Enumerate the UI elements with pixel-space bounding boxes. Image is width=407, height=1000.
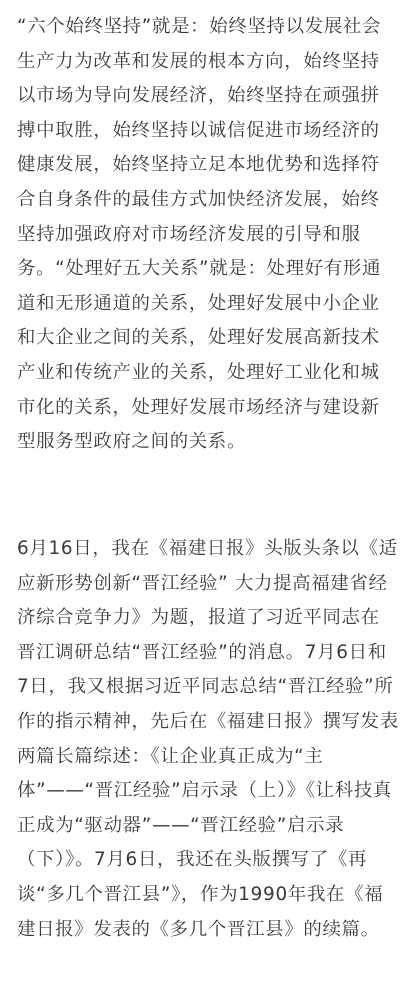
text-line: 两篇长篇综述：《让企业真正成为“主 — [17, 745, 324, 767]
paragraph-2 — [17, 532, 399, 947]
text-line: 合自身条件的最佳方式加快经济发展，始终 — [17, 188, 380, 210]
text-line: 生产力为改革和发展的根本方向，始终坚持 — [17, 50, 380, 72]
text-line: 搏中取胜，始终坚持以诚信促进市场经济的 — [17, 119, 380, 141]
text-line: 体”——“晋江经验”启示录（上）》《让科技真 — [17, 780, 393, 802]
text-line: 7日，我又根据习近平同志总结“晋江经验”所 — [17, 676, 394, 698]
text-line: 应新形势创新“晋江经验” 大力提高福建省经 — [17, 572, 388, 594]
text-line: 道和无形通道的关系，处理好发展中小企业 — [17, 292, 380, 314]
text-line: 产业和传统产业的关系，处理好工业化和城 — [17, 361, 380, 383]
text-line: 谈“多几个晋江县”》，作为1990年我在《福 — [17, 883, 384, 905]
text-line: 建日报》发表的《多几个晋江县》的续篇。 — [17, 918, 380, 940]
text-line: 正成为“驱动器”——“晋江经验”启示录 — [17, 814, 345, 836]
text-line: 坚持加强政府对市场经济发展的引导和服 — [17, 223, 361, 245]
text-line: 6月16日，我在《福建日报》头版头条以《适 — [17, 538, 398, 559]
text-line: 晋江调研总结“晋江经验”的消息。7月6日和 — [17, 641, 387, 663]
text-line: 务。“处理好五大关系”就是：处理好有形通 — [17, 258, 382, 280]
paragraph-1 — [17, 10, 381, 460]
text-line: 市化的关系，处理好发展市场经济与建设新 — [17, 396, 380, 418]
text-line: （下）》。7月6日，我还在头版撰写了《再 — [17, 849, 368, 871]
text-line: 以市场为导向发展经济，始终坚持在顽强拼 — [17, 85, 380, 107]
text-line: 和大企业之间的关系，处理好发展高新技术 — [17, 327, 380, 349]
text-line: 健康发展，始终坚持立足本地优势和选择符 — [17, 154, 380, 176]
text-line: 济综合竞争力》为题，报道了习近平同志在 — [17, 607, 380, 629]
text-line: 型服务型政府之间的关系。 — [17, 431, 247, 453]
text-line: 作的指示精神，先后在《福建日报》撰写发表 — [17, 710, 399, 732]
text-line: “六个始终坚持”就是：始终坚持以发展社会 — [17, 16, 382, 37]
